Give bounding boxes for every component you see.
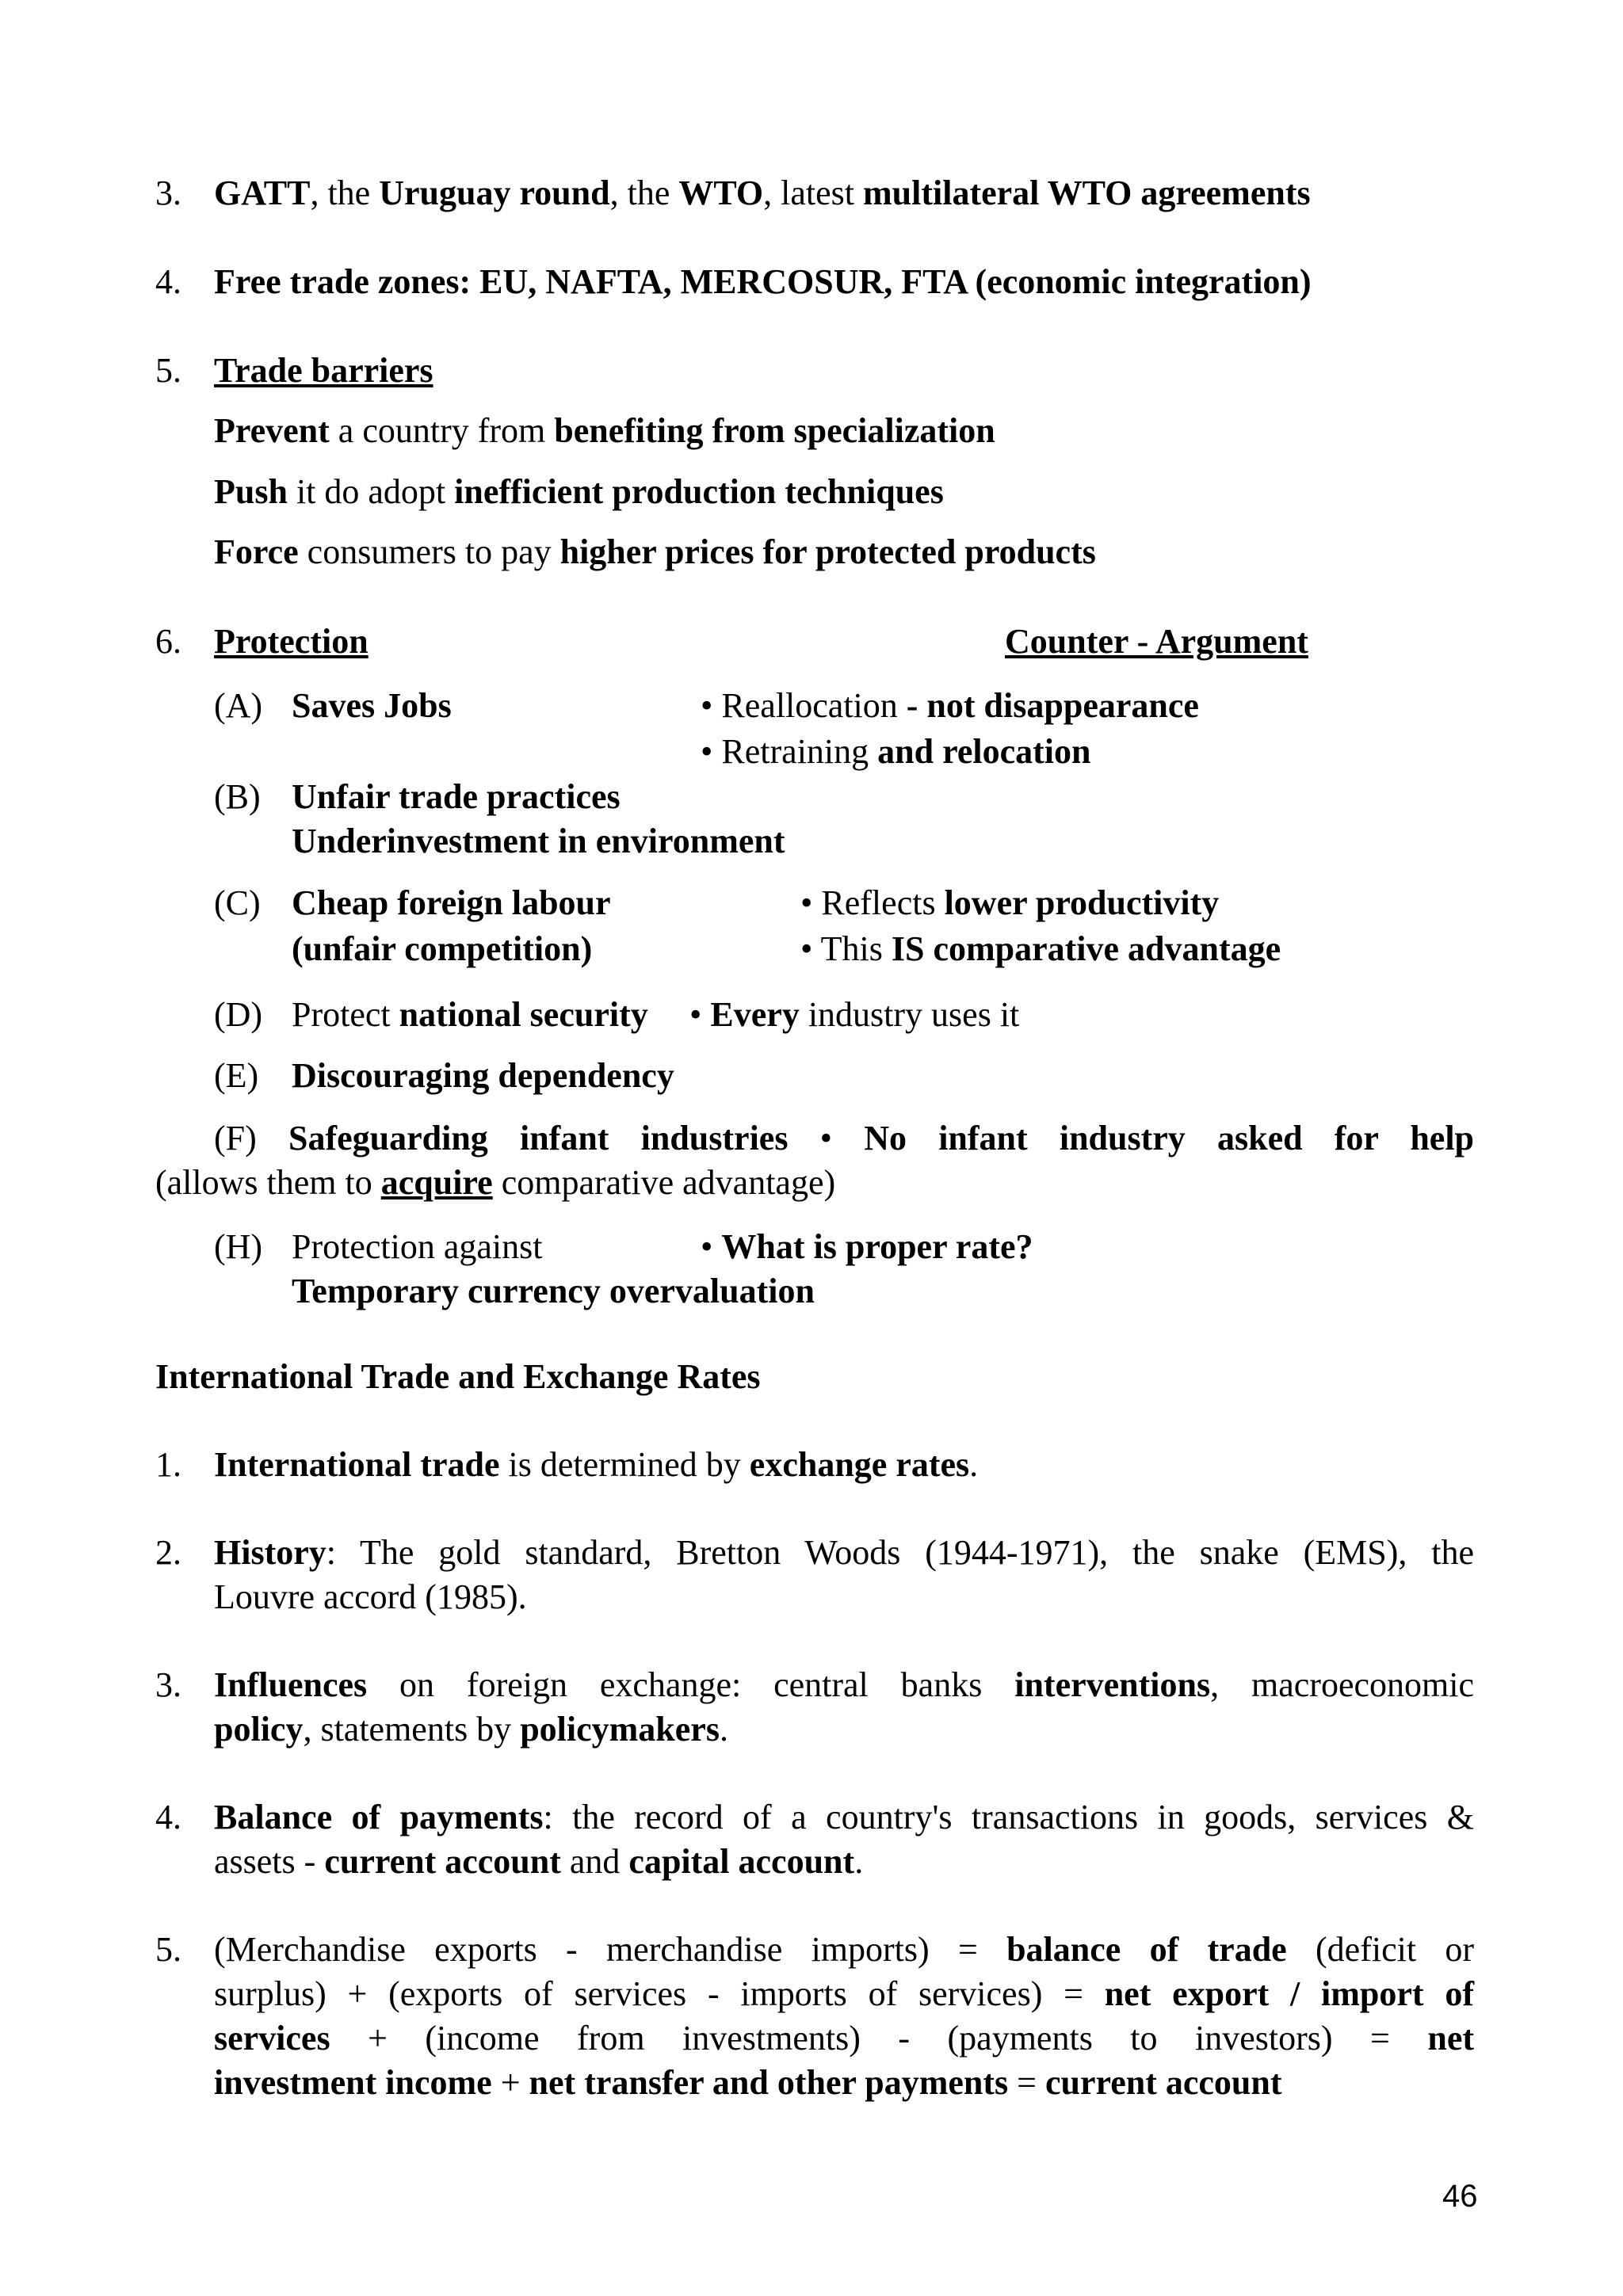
text-run: Reflects	[821, 883, 945, 922]
protection-argument	[292, 684, 452, 728]
text-run: (deficit or	[1286, 1930, 1474, 1969]
text-run: , the	[310, 174, 380, 212]
text-run: higher prices for protected products	[559, 532, 1096, 571]
text-run: , macroeconomic	[1210, 1665, 1474, 1704]
text-run: GATT	[214, 174, 311, 212]
list-item-trade-barriers	[214, 349, 433, 393]
item-label: (H)	[214, 1227, 263, 1266]
bullet-icon: •	[701, 1227, 722, 1266]
list-number: 1.	[155, 1445, 181, 1484]
text-run: Push	[214, 472, 288, 511]
text-run: Saves Jobs	[292, 686, 452, 725]
list-number: 5.	[155, 351, 181, 390]
text-run: - not disappearance	[906, 686, 1199, 725]
text-run: Unfair trade practices	[292, 777, 621, 816]
text-run: Influences	[214, 1665, 368, 1704]
list-item-free-trade-zones	[214, 260, 1312, 304]
text-run: Cheap foreign labour	[292, 883, 611, 922]
text-run: surplus) + (exports of services - imports of services) =	[214, 1974, 1105, 2013]
text-run: Balance of payments	[214, 1798, 544, 1836]
fx-item	[214, 1663, 1474, 1707]
text-run: inefficient production techniques	[454, 472, 944, 511]
text-run: International Trade and Exchange Rates	[155, 1357, 761, 1396]
list-number: 4.	[155, 1798, 181, 1836]
bullet-icon: •	[800, 929, 821, 968]
text-run: acquire	[380, 1163, 493, 1202]
protection-argument-infant-industries	[214, 1116, 1474, 1161]
protection-argument	[292, 927, 592, 971]
text-run: : the record of a country's transactions in goods, services &	[543, 1798, 1474, 1836]
text-run: on foreign exchange: central banks	[367, 1665, 1015, 1704]
text-run: lower productivity	[944, 883, 1220, 922]
fx-item	[214, 1443, 978, 1487]
text-run: IS comparative advantage	[891, 929, 1281, 968]
text-run: services	[214, 2019, 330, 2058]
text-run: Uruguay round	[379, 174, 610, 212]
bullet-icon: •	[800, 883, 822, 922]
text-run: Protection against	[292, 1227, 543, 1266]
text-run: and relocation	[877, 732, 1091, 771]
text-run: investment income	[214, 2063, 492, 2102]
text-run: History	[214, 1533, 327, 1572]
text-run: policy	[214, 1710, 304, 1749]
text-run: Protect	[292, 995, 399, 1034]
text-run: Retraining	[721, 732, 878, 771]
text-run: capital account	[628, 1842, 855, 1881]
text-run: , the	[609, 174, 679, 212]
list-number: 3.	[155, 1665, 181, 1704]
fx-item-continued	[214, 2061, 1282, 2105]
list-number: 2.	[155, 1533, 181, 1572]
barrier-line	[214, 470, 944, 514]
text-run: is determined by	[499, 1445, 750, 1484]
protection-argument	[292, 819, 785, 864]
text-run: current account	[1044, 2063, 1282, 2102]
text-run: a country from	[329, 411, 555, 450]
list-number: 6.	[155, 622, 181, 661]
text-run: This	[820, 929, 892, 968]
counter-argument-heading	[1005, 620, 1308, 664]
protection-argument-continued	[155, 1161, 835, 1205]
fx-item-continued	[214, 1972, 1474, 2016]
text-run: Reallocation	[721, 686, 907, 725]
item-label: (D)	[214, 995, 263, 1034]
text-run: =	[1008, 2063, 1045, 2102]
fx-item	[214, 1928, 1474, 1972]
barrier-line	[214, 409, 995, 453]
text-run: policymakers	[520, 1710, 720, 1749]
item-label: (E)	[214, 1056, 259, 1095]
text-run: (allows them to	[155, 1163, 381, 1202]
text-run: comparative advantage)	[492, 1163, 836, 1202]
text-run: Counter - Argument	[1005, 622, 1308, 661]
counter-bullet	[701, 1225, 1033, 1269]
text-run: (unfair competition)	[292, 929, 593, 968]
text-run: .	[854, 1842, 864, 1881]
counter-bullet	[701, 684, 1199, 728]
fx-item-continued	[214, 2016, 1474, 2061]
fx-item-continued	[214, 1840, 863, 1884]
text-run: Louvre accord (1985).	[214, 1577, 527, 1616]
text-run: current account	[324, 1842, 561, 1881]
protection-argument	[292, 1225, 543, 1269]
text-run: Protection	[214, 622, 369, 661]
text-run: What is proper rate?	[721, 1227, 1033, 1266]
protection-heading	[214, 620, 369, 664]
fx-item-continued	[214, 1707, 728, 1752]
list-number: 4.	[155, 262, 181, 301]
text-run: interventions	[1014, 1665, 1211, 1704]
text-run: Discouraging dependency	[292, 1056, 674, 1095]
item-label: (B)	[214, 777, 261, 816]
text-run: national security	[399, 995, 648, 1034]
text-run: International trade	[214, 1445, 500, 1484]
fx-item	[214, 1795, 1474, 1840]
text-run: +	[491, 2063, 529, 2102]
text-run: exchange rates	[749, 1445, 970, 1484]
list-number: 5.	[155, 1930, 181, 1969]
text-run: multilateral WTO agreements	[863, 174, 1311, 212]
text-run: .	[719, 1710, 728, 1749]
bullet-icon: •	[689, 995, 711, 1034]
text-run: consumers to pay	[298, 532, 560, 571]
text-run: No infant industry asked for help	[864, 1119, 1475, 1158]
protection-argument	[292, 1269, 815, 1314]
text-run: Safeguarding infant industries	[288, 1119, 789, 1158]
list-item-gatt	[214, 171, 1311, 215]
text-run: Prevent	[214, 411, 330, 450]
text-run: (Merchandise exports - merchandise imports) =	[214, 1930, 1007, 1969]
text-run: it do adopt	[287, 472, 455, 511]
protection-argument	[292, 775, 621, 819]
barrier-line	[214, 530, 1096, 574]
protection-argument	[292, 881, 611, 925]
list-number: 3.	[155, 174, 181, 212]
text-run: Trade barriers	[214, 351, 433, 390]
item-label: (A)	[214, 686, 263, 725]
fx-item-continued	[214, 1575, 527, 1619]
text-run: industry uses it	[799, 995, 1020, 1034]
text-run: net export / import of	[1104, 1974, 1474, 2013]
counter-bullet	[800, 881, 1219, 925]
text-run: net	[1427, 2019, 1474, 2058]
text-run: + (income from investments) - (payments to investors) =	[330, 2019, 1428, 2058]
page-number: 46	[1442, 2179, 1478, 2214]
protection-argument	[292, 993, 648, 1037]
bullet-icon: •	[701, 686, 722, 725]
text-run: : The gold standard, Bretton Woods (1944-1971), the snake (EMS), the	[326, 1533, 1474, 1572]
text-run: Underinvestment in environment	[292, 822, 785, 860]
text-run: Every	[710, 995, 800, 1034]
item-label: (F)	[214, 1119, 257, 1158]
text-run: balance of trade	[1006, 1930, 1287, 1969]
text-run: , latest	[763, 174, 864, 212]
text-run: net transfer and other payments	[529, 2063, 1009, 2102]
text-run: , statements by	[303, 1710, 521, 1749]
text-run: Free trade zones: EU, NAFTA, MERCOSUR, FTA (economic integration)	[214, 262, 1312, 301]
text-run: assets -	[214, 1842, 325, 1881]
section-title	[155, 1355, 761, 1399]
counter-bullet	[800, 927, 1281, 971]
counter-bullet	[689, 993, 1019, 1037]
counter-bullet	[701, 730, 1090, 774]
item-label: (C)	[214, 883, 261, 922]
protection-argument	[292, 1054, 674, 1098]
text-run: WTO	[678, 174, 764, 212]
bullet-icon: •	[701, 732, 722, 771]
text-run: benefiting from specialization	[554, 411, 995, 450]
text-run: .	[969, 1445, 979, 1484]
text-run: and	[560, 1842, 629, 1881]
text-run: Temporary currency overvaluation	[292, 1272, 815, 1310]
text-run: Force	[214, 532, 299, 571]
fx-item	[214, 1531, 1474, 1575]
bullet-icon: •	[788, 1119, 865, 1158]
